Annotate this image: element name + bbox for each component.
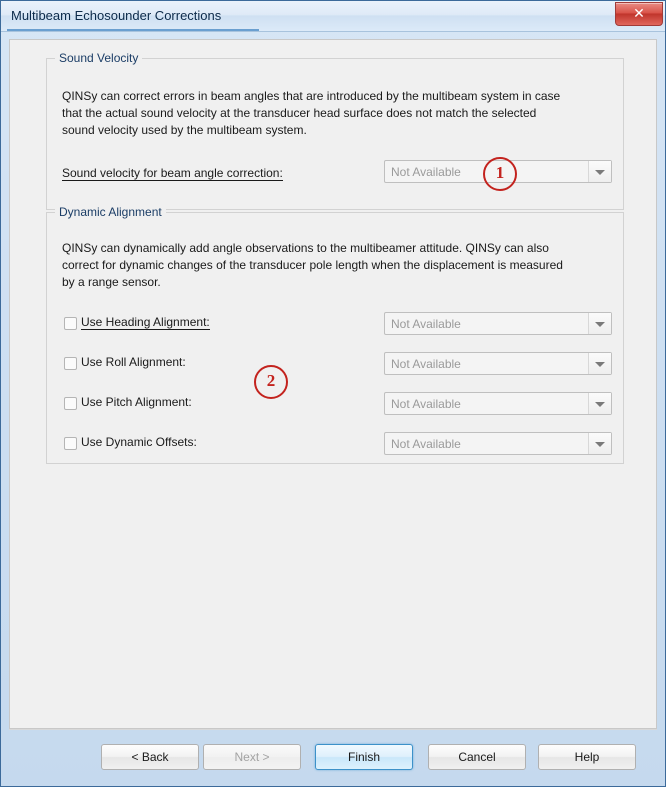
cancel-button[interactable]: Cancel <box>428 744 526 770</box>
next-button: Next > <box>203 744 301 770</box>
combobox-use-pitch-alignment-value: Not Available <box>391 397 461 411</box>
label-use-dynamic-offsets: Use Dynamic Offsets: <box>81 435 197 449</box>
group-dynamic-alignment-title: Dynamic Alignment <box>55 205 166 219</box>
chevron-down-icon[interactable] <box>588 433 611 454</box>
label-use-heading-alignment: Use Heading Alignment: <box>81 315 210 329</box>
title-bar <box>1 1 665 32</box>
sound-velocity-description-line1: QINSy can correct errors in beam angles that are introduced by the multibeam system in case <box>62 89 561 103</box>
chevron-down-icon[interactable] <box>588 353 611 374</box>
sound-velocity-description-line3: sound velocity used by the multibeam system. <box>62 123 307 137</box>
title-underline <box>7 29 259 31</box>
combobox-use-roll-alignment[interactable] <box>384 352 612 375</box>
chevron-down-icon[interactable] <box>588 161 611 182</box>
help-button[interactable]: Help <box>538 744 636 770</box>
combobox-use-heading-alignment[interactable] <box>384 312 612 335</box>
finish-button[interactable]: Finish <box>315 744 413 770</box>
combobox-use-dynamic-offsets[interactable] <box>384 432 612 455</box>
group-sound-velocity-title: Sound Velocity <box>55 51 142 65</box>
sound-velocity-field-label: Sound velocity for beam angle correction: <box>62 166 283 180</box>
combobox-use-roll-alignment-value: Not Available <box>391 357 461 371</box>
dynamic-alignment-description-line1: QINSy can dynamically add angle observations to the multibeamer attitude. QINSy can also <box>62 241 549 255</box>
label-use-pitch-alignment: Use Pitch Alignment: <box>81 395 192 409</box>
label-use-roll-alignment: Use Roll Alignment: <box>81 355 186 369</box>
combobox-use-dynamic-offsets-value: Not Available <box>391 437 461 451</box>
chevron-down-icon[interactable] <box>588 313 611 334</box>
chevron-down-icon[interactable] <box>588 393 611 414</box>
window-title: Multibeam Echosounder Corrections <box>11 8 222 23</box>
dialog-content <box>9 39 657 729</box>
dynamic-alignment-description-line3: by a range sensor. <box>62 275 161 289</box>
dynamic-alignment-description-line2: correct for dynamic changes of the transducer pole length when the displacement is measured <box>62 258 563 272</box>
checkbox-use-heading-alignment[interactable] <box>64 317 77 330</box>
sound-velocity-combobox-value: Not Available <box>391 165 461 179</box>
close-icon[interactable]: ✕ <box>615 2 663 26</box>
checkbox-use-dynamic-offsets[interactable] <box>64 437 77 450</box>
annotation-marker-2: 2 <box>254 365 288 399</box>
dialog-footer <box>9 729 657 780</box>
combobox-use-pitch-alignment[interactable] <box>384 392 612 415</box>
checkbox-use-roll-alignment[interactable] <box>64 357 77 370</box>
annotation-marker-1: 1 <box>483 157 517 191</box>
checkbox-use-pitch-alignment[interactable] <box>64 397 77 410</box>
sound-velocity-description-line2: that the actual sound velocity at the transducer head surface does not match the selected <box>62 106 537 120</box>
back-button[interactable]: < Back <box>101 744 199 770</box>
combobox-use-heading-alignment-value: Not Available <box>391 317 461 331</box>
